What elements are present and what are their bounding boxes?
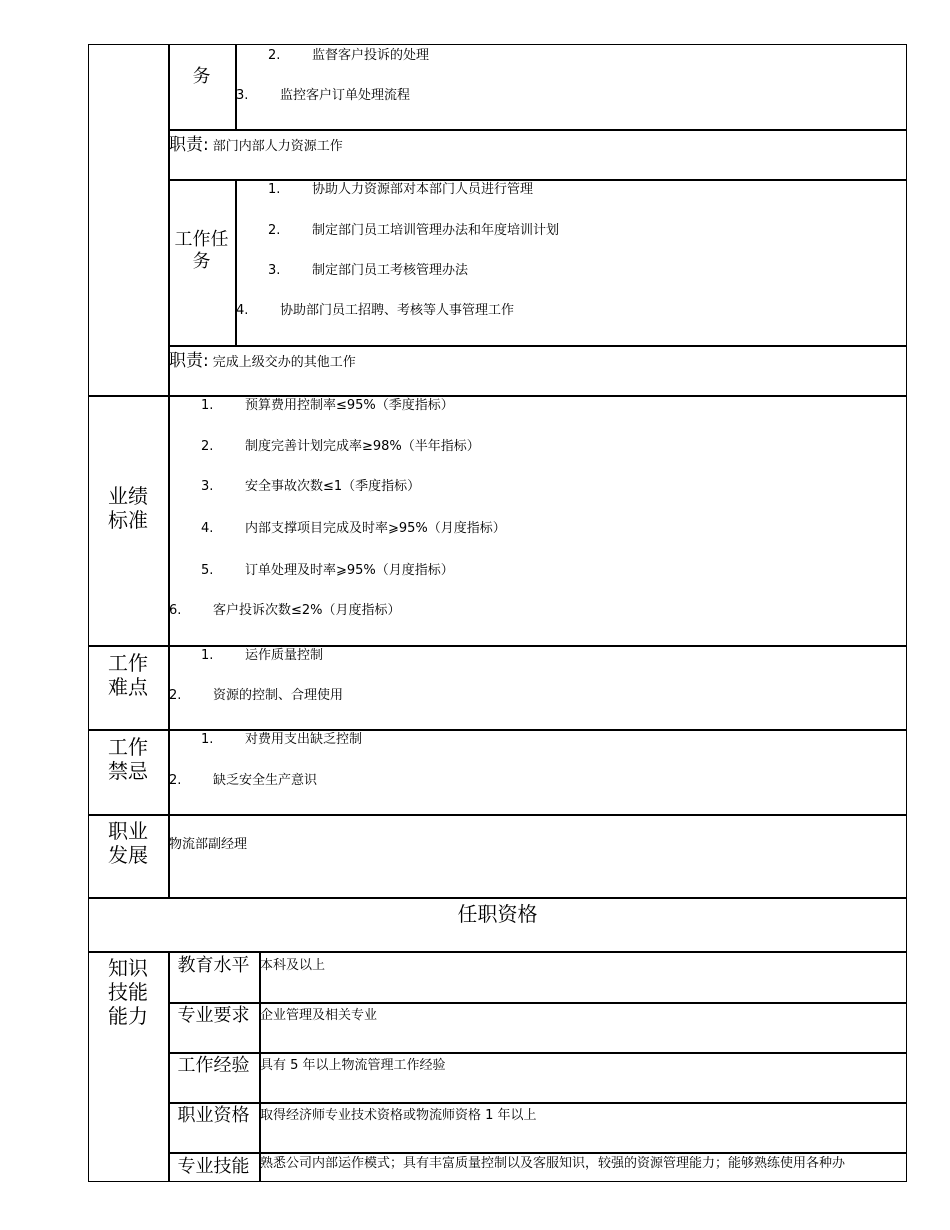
- duty-other: 职责: 完成上级交办的其他工作: [169, 351, 356, 371]
- list-item: 2. 制度完善计划完成率≥98%（半年指标）: [201, 439, 480, 454]
- list-item: 5. 订单处理及时率⩾95%（月度指标）: [201, 563, 454, 578]
- career-path: 物流部副经理: [169, 837, 248, 852]
- major-label: 专业要求: [177, 1005, 250, 1026]
- skills-value: 熟悉公司内部运作模式；具有丰富质量控制以及客服知识，较强的资源管理能力；能够熟练使用各种办: [260, 1156, 846, 1171]
- row-divider: [88, 951, 907, 953]
- col-divider: [235, 44, 237, 129]
- knowledge-group-label: 知识技能能力: [108, 956, 148, 1028]
- difficulties-label: 工作难点: [108, 651, 148, 699]
- education-label: 教育水平: [177, 955, 250, 976]
- row-divider: [88, 814, 907, 816]
- education-value: 本科及以上: [260, 958, 326, 973]
- list-item: 3. 安全事故次数≤1（季度指标）: [201, 479, 421, 494]
- list-item: 4. 内部支撑项目完成及时率⩾95%（月度指标）: [201, 521, 506, 536]
- certification-value: 取得经济师专业技术资格或物流师资格 1 年以上: [260, 1108, 537, 1123]
- row-divider: [168, 1002, 907, 1004]
- row-divider: [88, 897, 907, 899]
- col-divider: [235, 179, 237, 345]
- taboos-label: 工作禁忌: [108, 735, 148, 783]
- list-item: 1. 协助人力资源部对本部门人员进行管理: [268, 182, 534, 197]
- experience-label: 工作经验: [177, 1055, 250, 1076]
- list-item: 2. 资源的控制、合理使用: [169, 688, 344, 703]
- row-divider: [168, 1052, 907, 1054]
- performance-label: 业绩标准: [108, 484, 148, 532]
- row-divider: [168, 179, 907, 181]
- qualifications-title: 任职资格: [457, 902, 538, 926]
- col-divider: [168, 44, 170, 897]
- skills-label: 专业技能: [177, 1156, 250, 1177]
- list-item: 3. 监控客户订单处理流程: [236, 88, 411, 103]
- career-label: 职业发展: [108, 819, 148, 867]
- list-item: 1. 运作质量控制: [201, 648, 324, 663]
- row-divider: [168, 129, 907, 131]
- row-divider: [168, 1102, 907, 1104]
- list-item: 2. 制定部门员工培训管理办法和年度培训计划: [268, 223, 560, 238]
- certification-label: 职业资格: [177, 1105, 250, 1126]
- list-item: 3. 制定部门员工考核管理办法: [268, 263, 469, 278]
- task-label: 工作任务: [174, 229, 229, 272]
- list-item: 2. 缺乏安全生产意识: [169, 773, 318, 788]
- row-divider: [88, 729, 907, 731]
- row-divider: [168, 1152, 907, 1154]
- row-divider: [168, 345, 907, 347]
- duty-hr: 职责: 部门内部人力资源工作: [169, 135, 343, 155]
- list-item: 6. 客户投诉次数≤2%（月度指标）: [169, 603, 401, 618]
- row-divider: [88, 645, 907, 647]
- experience-value: 具有 5 年以上物流管理工作经验: [260, 1058, 446, 1073]
- row-divider: [88, 395, 907, 397]
- list-item: 2. 监督客户投诉的处理: [268, 48, 430, 63]
- task-label-partial: 务: [192, 66, 211, 87]
- list-item: 1. 对费用支出缺乏控制: [201, 732, 363, 747]
- major-value: 企业管理及相关专业: [260, 1008, 378, 1023]
- list-item: 1. 预算费用控制率≤95%（季度指标）: [201, 398, 454, 413]
- list-item: 4. 协助部门员工招聘、考核等人事管理工作: [236, 303, 515, 318]
